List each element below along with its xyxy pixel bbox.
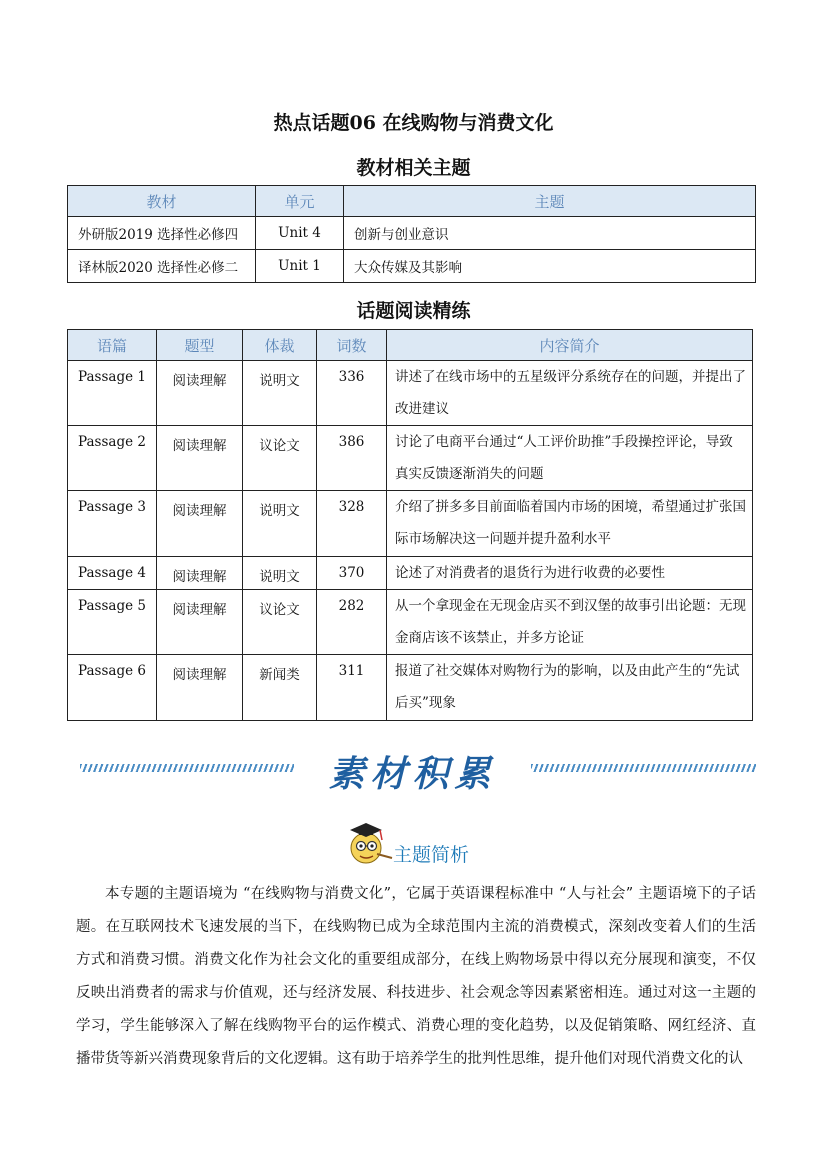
cell-summary: 报道了社交媒体对购物行为的影响，以及由此产生的“先试后买”现象	[387, 655, 753, 721]
header-summary: 内容简介	[387, 330, 753, 361]
table-row	[68, 361, 753, 426]
textbook-topics-title: 教材相关主题	[356, 157, 471, 179]
theme-analysis-body: 本专题的主题语境为 “在线购物与消费文化”，它属于英语课程标准中 “人与社会” 主题语境下的子话题。在互联网技术飞速发展的当下，在线购物已成为全球范围内主流的消费模式，深刻改变着人们的生活方式和消费习惯。消费文化作为社会文化的重要组成部分，在线上购物场景中得以充分展现和演变，不仅反映出消费者的需求与价值观，还与经济发展、科技进步、社会观念等因素紧密相连。通过对这一主题的学习，学生能够深入了解在线购物平台的运作模式、消费心理的变化趋势，以及促销策略、网红经济、直播带货等新兴消费现象背后的文化逻辑。这有助于培养学生的批判性思维，提升他们对现代消费文化的认	[76, 886, 756, 1067]
cell-genre: 议论文	[243, 590, 317, 655]
table-row	[68, 590, 753, 655]
cell-question-type: 阅读理解	[157, 655, 243, 721]
cell-word-count: 328	[317, 491, 387, 557]
cell-question-type: 阅读理解	[157, 491, 243, 557]
cell-passage: Passage 1	[68, 361, 157, 426]
header-unit: 单元	[256, 186, 344, 217]
theme-heading	[345, 818, 505, 870]
cell-passage: Passage 2	[68, 426, 157, 491]
cell-word-count: 336	[317, 361, 387, 426]
table-header-row	[68, 186, 756, 217]
cell-passage: Passage 3	[68, 491, 157, 557]
table-row	[68, 655, 753, 721]
cell-question-type: 阅读理解	[157, 426, 243, 491]
cell-genre: 说明文	[243, 361, 317, 426]
material-banner	[0, 752, 827, 802]
graduate-mascot-icon	[345, 818, 393, 868]
header-topic: 主题	[344, 186, 756, 217]
banner-stripe-left	[80, 764, 294, 772]
cell-word-count: 386	[317, 426, 387, 491]
table-header-row	[68, 330, 753, 361]
cell-word-count: 282	[317, 590, 387, 655]
cell-topic: 大众传媒及其影响	[344, 250, 756, 283]
header-genre: 体裁	[243, 330, 317, 361]
cell-passage: Passage 6	[68, 655, 157, 721]
banner-title: 素材积累	[328, 753, 497, 795]
theme-analysis-label: 主题简析	[393, 844, 470, 866]
reading-practice-title: 话题阅读精练	[356, 300, 471, 322]
textbook-topics-table	[67, 185, 756, 283]
cell-unit: Unit 4	[256, 217, 344, 250]
cell-genre: 议论文	[243, 426, 317, 491]
cell-genre: 新闻类	[243, 655, 317, 721]
cell-passage: Passage 4	[68, 557, 157, 590]
cell-word-count: 370	[317, 557, 387, 590]
cell-genre: 说明文	[243, 491, 317, 557]
cell-question-type: 阅读理解	[157, 361, 243, 426]
cell-summary: 从一个拿现金在无现金店买不到汉堡的故事引出论题：无现金商店该不该禁止，并多方论证	[387, 590, 753, 655]
document-title: 热点话题06 在线购物与消费文化	[273, 112, 554, 134]
table-row	[68, 250, 756, 283]
table-row	[68, 557, 753, 590]
cell-question-type: 阅读理解	[157, 557, 243, 590]
cell-summary: 论述了对消费者的退货行为进行收费的必要性	[387, 557, 753, 590]
cell-unit: Unit 1	[256, 250, 344, 283]
cell-textbook: 译林版2020 选择性必修二	[68, 250, 256, 283]
cell-topic: 创新与创业意识	[344, 217, 756, 250]
header-textbook: 教材	[68, 186, 256, 217]
cell-passage: Passage 5	[68, 590, 157, 655]
cell-genre: 说明文	[243, 557, 317, 590]
reading-practice-table	[67, 329, 753, 721]
cell-textbook: 外研版2019 选择性必修四	[68, 217, 256, 250]
cell-summary: 讲述了在线市场中的五星级评分系统存在的问题，并提出了改进建议	[387, 361, 753, 426]
header-word-count: 词数	[317, 330, 387, 361]
header-passage: 语篇	[68, 330, 157, 361]
table-row	[68, 491, 753, 557]
banner-stripe-right	[531, 764, 756, 772]
cell-summary: 介绍了拼多多目前面临着国内市场的困境，希望通过扩张国际市场解决这一问题并提升盈利水平	[387, 491, 753, 557]
table-row	[68, 426, 753, 491]
cell-summary: 讨论了电商平台通过“人工评价助推”手段操控评论，导致真实反馈逐渐消失的问题	[387, 426, 753, 491]
header-question-type: 题型	[157, 330, 243, 361]
cell-word-count: 311	[317, 655, 387, 721]
table-row	[68, 217, 756, 250]
cell-question-type: 阅读理解	[157, 590, 243, 655]
